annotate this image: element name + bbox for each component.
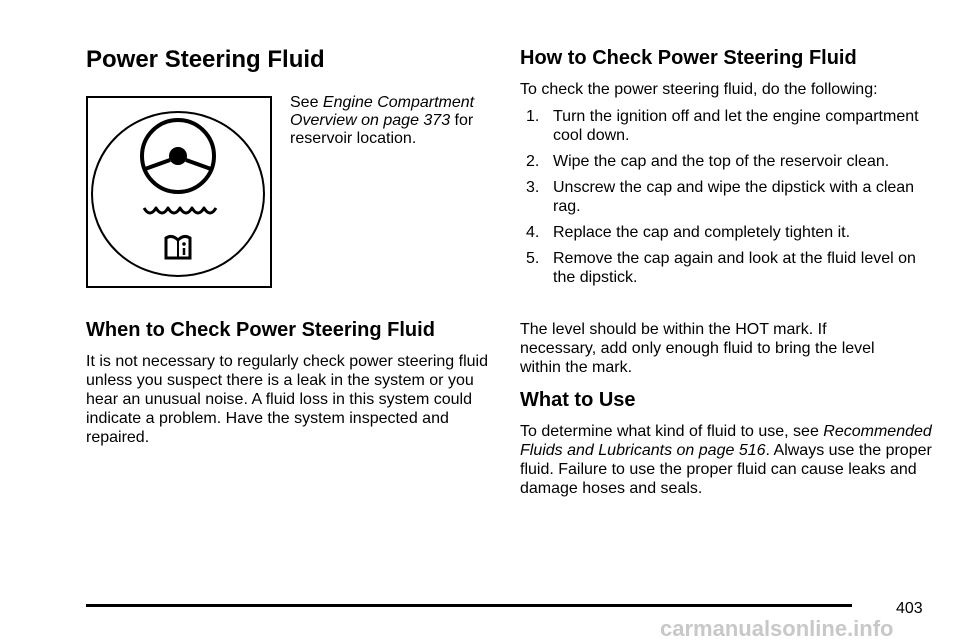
page-number: 403 xyxy=(896,600,923,617)
list-item: 2. Wipe the cap and the top of the reservoir clean. xyxy=(526,153,890,170)
see-suffix: for reservoir location. xyxy=(290,112,474,147)
list-item: 3. Unscrew the cap and wipe the dipstick with a clean rag. xyxy=(526,179,915,215)
engine-compartment-link[interactable]: Engine Compartment Overview on page 373 xyxy=(290,94,475,129)
steering-wheel-icon xyxy=(88,98,270,286)
list-item: 1. Turn the ignition off and let the engine compartment cool down. xyxy=(526,108,919,144)
footer-rule xyxy=(86,604,852,607)
what-to-use-heading: What to Use xyxy=(520,389,636,411)
power-steering-symbol xyxy=(86,96,272,288)
section-title: Power Steering Fluid xyxy=(86,46,325,73)
when-to-check-heading: When to Check Power Steering Fluid xyxy=(86,319,435,341)
level-note: The level should be within the HOT mark. If necessary, add only enough fluid to bring the level within the mark. xyxy=(520,321,875,376)
list-item: 4. Replace the cap and completely tighten it. xyxy=(526,224,851,241)
reservoir-location-note xyxy=(290,94,490,148)
list-item: 5. Remove the cap again and look at the fluid level on the dipstick. xyxy=(526,250,916,286)
watermark: carmanualsonline.info xyxy=(660,616,894,641)
see-prefix: See xyxy=(290,94,323,111)
when-to-check-text: It is not necessary to regularly check power steering fluid unless you suspect there is a leak in the system or you hear an unusual noise. A fluid loss in this system could indicate a problem. Have the system inspected and repaired. xyxy=(86,353,488,446)
recommended-fluids-link[interactable]: Recommended Fluids and Lubricants on page 516 xyxy=(520,423,932,459)
how-to-check-heading: How to Check Power Steering Fluid xyxy=(520,47,857,69)
what-to-use-text: To determine what kind of fluid to use, see Recommended Fluids and Lubricants on page 516. Always use the proper fluid. Failure to use the proper fluid can cause leaks and damage hoses and seals. xyxy=(520,423,932,497)
owner-manual-icon xyxy=(166,236,190,258)
how-to-check-intro: To check the power steering fluid, do the following: xyxy=(520,81,878,98)
check-steps-list xyxy=(520,107,940,294)
